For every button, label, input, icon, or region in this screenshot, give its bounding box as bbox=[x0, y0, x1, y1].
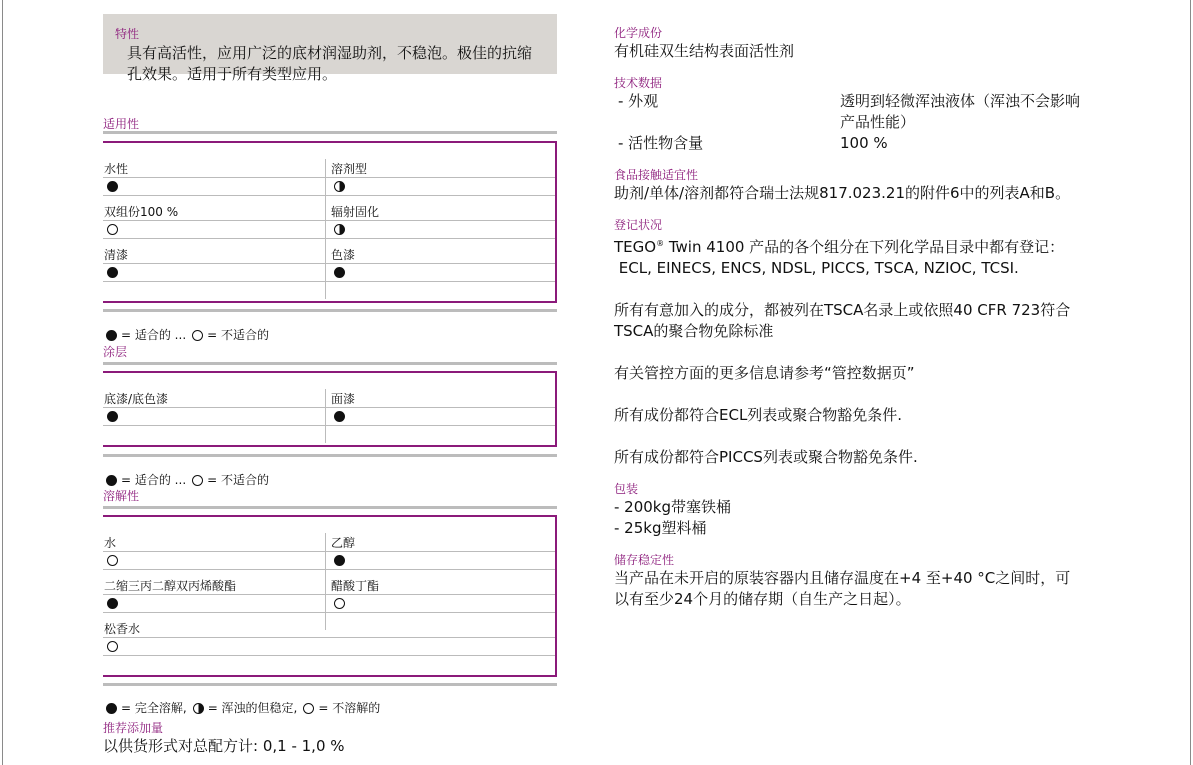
techdata-title: 技术数据 bbox=[614, 76, 663, 90]
dosage-text: 以供货形式对总配方计: 0,1 - 1,0 % bbox=[103, 737, 345, 755]
left-column bbox=[103, 14, 557, 755]
solvent-label: 二缩三丙二醇双丙烯酸酯 bbox=[104, 579, 237, 593]
turbid-stable-symbol bbox=[193, 703, 204, 714]
coating-title: 涂层 bbox=[103, 345, 128, 359]
applicability-label: 双组份100 % bbox=[104, 205, 179, 219]
packaging-item: - 200kg带塞铁桶 bbox=[614, 498, 732, 516]
suitable-symbol bbox=[106, 330, 117, 341]
solvent-label: 松香水 bbox=[104, 622, 141, 636]
section-rule bbox=[103, 362, 557, 365]
section-rule bbox=[103, 454, 557, 457]
chemical-text: 有机硅双生结构表面活性剂 bbox=[614, 42, 795, 60]
section-rule bbox=[103, 131, 557, 134]
techdata-row bbox=[614, 133, 1084, 154]
unsuitable-symbol bbox=[192, 475, 203, 486]
soluble-symbol bbox=[106, 703, 117, 714]
suitable-symbol bbox=[334, 267, 345, 278]
insoluble-symbol bbox=[107, 555, 118, 566]
suitable-symbol bbox=[334, 411, 345, 422]
section-rule bbox=[103, 506, 557, 509]
storage-section bbox=[614, 553, 1084, 610]
solubility-legend: = 完全溶解, = 浑浊的但稳定, = 不溶解的 bbox=[103, 701, 383, 715]
solvent-label: 醋酸丁酯 bbox=[331, 579, 380, 593]
registration-list: ECL, EINECS, ENCS, NDSL, PICCS, TSCA, NZIOC, TCSI. bbox=[614, 259, 1019, 277]
packaging-section bbox=[614, 482, 1084, 539]
registration-title: 登记状况 bbox=[614, 218, 663, 232]
soluble-symbol bbox=[107, 598, 118, 609]
soluble-symbol bbox=[334, 555, 345, 566]
techdata-value: 100 % bbox=[840, 134, 888, 152]
solvent-label: 乙醇 bbox=[331, 536, 356, 550]
insoluble-symbol bbox=[334, 598, 345, 609]
applicability-label: 色漆 bbox=[331, 248, 356, 262]
page-border-left bbox=[2, 0, 3, 765]
suitable-symbol bbox=[107, 411, 118, 422]
solubility-section bbox=[103, 488, 557, 715]
unsuitable-symbol bbox=[192, 330, 203, 341]
applicability-title: 适用性 bbox=[103, 117, 140, 131]
registration-regulatory-note: 有关管控方面的更多信息请参考“管控数据页” bbox=[614, 364, 915, 382]
coating-label: 底漆/底色漆 bbox=[104, 392, 169, 406]
coating-section bbox=[103, 344, 557, 487]
techdata-label: - 活性物含量 bbox=[618, 134, 704, 152]
coating-label: 面漆 bbox=[331, 392, 356, 406]
dosage-section bbox=[103, 721, 557, 757]
suitable-symbol bbox=[107, 181, 118, 192]
techdata-label: - 外观 bbox=[618, 92, 659, 110]
coating-table bbox=[103, 371, 557, 447]
food-title: 食品接触适宜性 bbox=[614, 168, 699, 182]
applicability-label: 清漆 bbox=[104, 248, 129, 262]
properties-text: 具有高活性，应用广泛的底材润湿助剂，不稳泡。极佳的抗缩孔效果。适用于所有类型应用。 bbox=[127, 44, 533, 83]
chemical-title: 化学成份 bbox=[614, 26, 663, 40]
properties-box bbox=[103, 14, 557, 83]
packaging-title: 包装 bbox=[614, 482, 639, 496]
solubility-table bbox=[103, 515, 557, 677]
storage-text: 当产品在未开启的原装容器内且储存温度在+4 至+40 °C之间时，可以有至少24个月的储存期（自生产之日起）。 bbox=[614, 569, 1071, 608]
insoluble-symbol bbox=[303, 703, 314, 714]
suitable-symbol bbox=[106, 475, 117, 486]
registration-section bbox=[614, 218, 1084, 468]
coating-legend: = 适合的 ... = 不适合的 bbox=[103, 473, 272, 487]
section-rule bbox=[103, 309, 557, 312]
solubility-title: 溶解性 bbox=[103, 489, 140, 503]
suitable-symbol bbox=[107, 267, 118, 278]
partly-suitable-symbol bbox=[334, 224, 345, 235]
chemical-section bbox=[614, 26, 1084, 62]
right-column bbox=[614, 26, 1084, 610]
techdata-section bbox=[614, 76, 1084, 154]
applicability-table bbox=[103, 141, 557, 303]
registration-ecl: 所有成份都符合ECL列表或聚合物豁免条件. bbox=[614, 406, 903, 424]
page-border-right bbox=[1190, 0, 1191, 765]
insoluble-symbol bbox=[107, 641, 118, 652]
applicability-label: 辐射固化 bbox=[331, 205, 380, 219]
applicability-section bbox=[103, 114, 557, 342]
techdata-value: 透明到轻微浑浊液体（浑浊不会影响产品性能） bbox=[840, 92, 1081, 131]
unsuitable-symbol bbox=[107, 224, 118, 235]
applicability-legend: = 适合的 ... = 不适合的 bbox=[103, 328, 272, 342]
techdata-row bbox=[614, 91, 1084, 133]
dosage-title: 推荐添加量 bbox=[103, 721, 164, 735]
registration-piccs: 所有成份都符合PICCS列表或聚合物豁免条件. bbox=[614, 448, 918, 466]
registration-line1: TEGO® Twin 4100 产品的各个组分在下列化学品目录中都有登记： bbox=[614, 238, 1065, 256]
properties-title: 特性 bbox=[115, 27, 140, 41]
food-section bbox=[614, 168, 1084, 204]
section-rule bbox=[103, 683, 557, 686]
packaging-item: - 25kg塑料桶 bbox=[614, 519, 707, 537]
applicability-label: 溶剂型 bbox=[331, 162, 368, 176]
storage-title: 储存稳定性 bbox=[614, 553, 675, 567]
partly-suitable-symbol bbox=[334, 181, 345, 192]
solvent-label: 水 bbox=[104, 536, 117, 550]
registration-tsca: 所有有意加入的成分，都被列在TSCA名录上或依照40 CFR 723符合TSCA的聚合物免除标准 bbox=[614, 301, 1071, 340]
applicability-label: 水性 bbox=[104, 162, 129, 176]
food-text: 助剂/单体/溶剂都符合瑞士法规817.023.21的附件6中的列表A和B。 bbox=[614, 184, 1071, 202]
